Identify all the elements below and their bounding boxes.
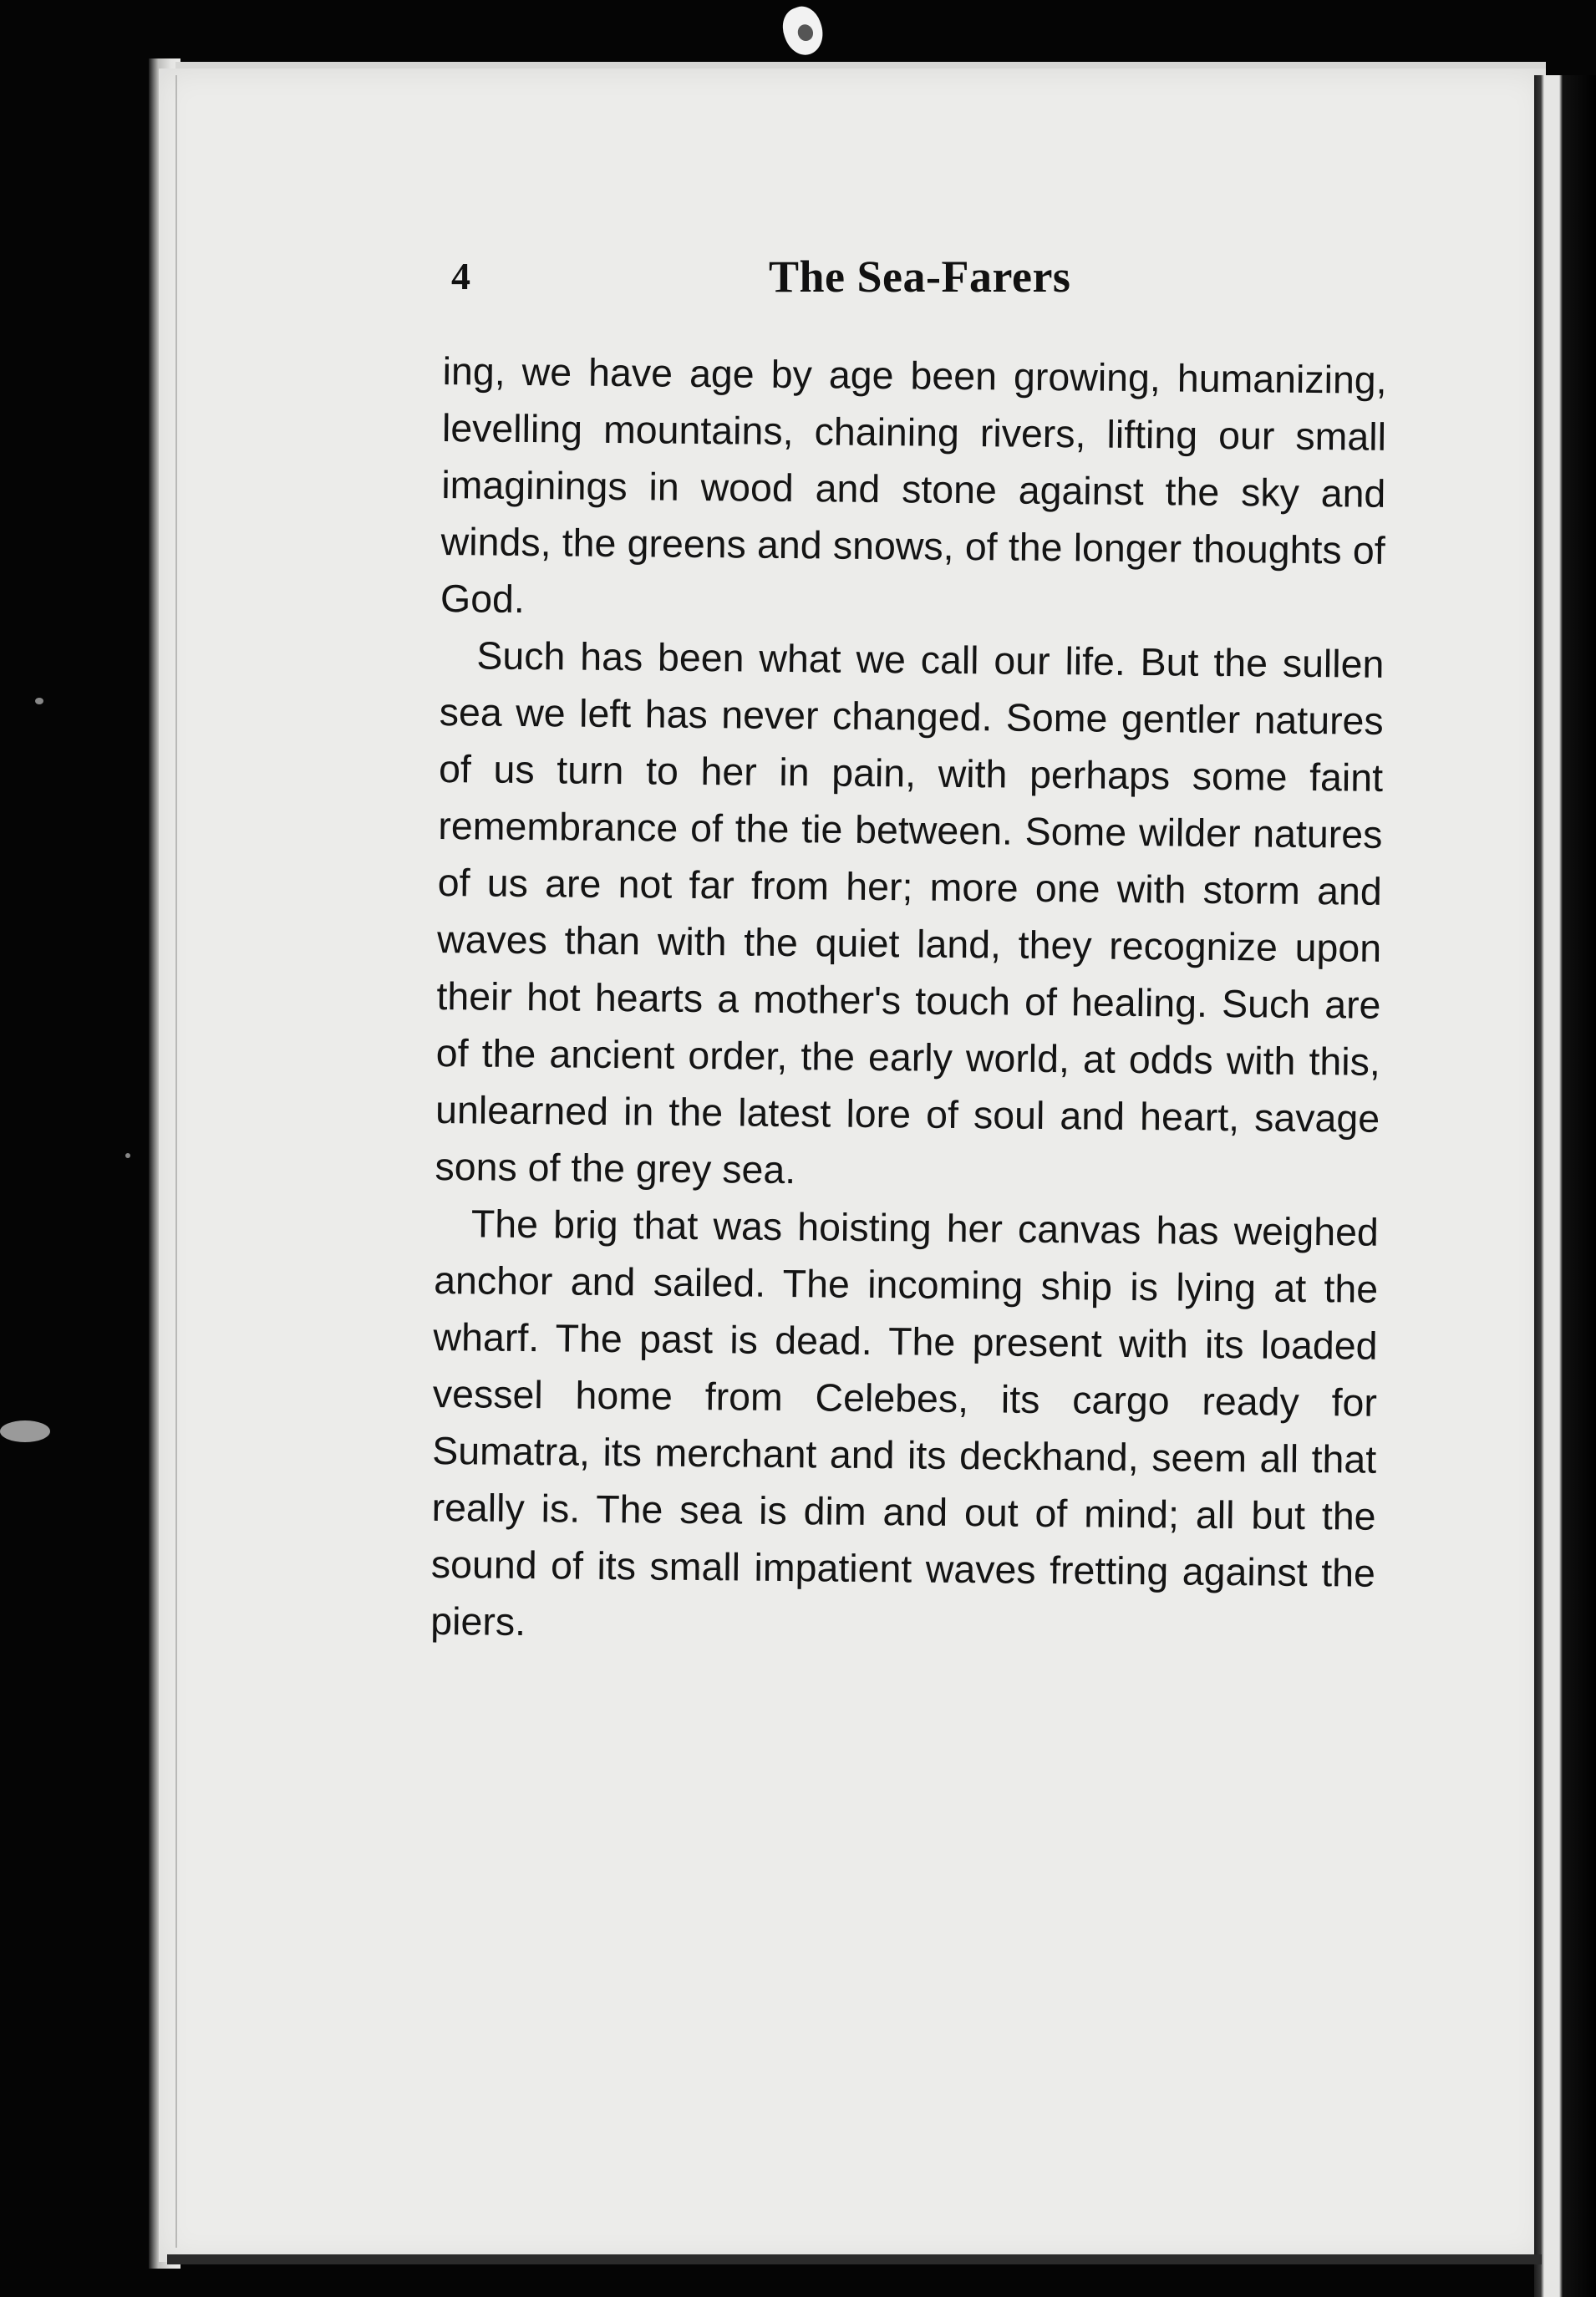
page-bottom-edge bbox=[167, 2254, 1542, 2264]
body-text bbox=[430, 343, 1387, 1659]
running-header bbox=[451, 251, 1387, 309]
paragraph: The brig that was hoisting her canvas has weighed anchor and sailed. The incoming ship is lying at the wharf. The past is dead. The present with its loaded vessel home from Celebes, its cargo ready for Sumatra, its merchant and its deckhand, seem all that really is. The sea is dim and out of mind; all but the sound of its small impatient waves fretting against the piers. bbox=[430, 1202, 1380, 1644]
paragraph: Such has been what we call our life. But the sullen sea we left has never changed. Some gentler natures of us turn to her in pain, with perhaps some faint remembrance of the tie between. Some wilder natures of us are not far from her; more one with storm and waves than with the quiet land, they recognize upon their hot hearts a mother's touch of healing. Such are of the ancient order, the early world, at odds with this, unlearned in the latest lore of soul and heart, savage sons of the grey sea. bbox=[435, 633, 1385, 1192]
page-number: 4 bbox=[451, 255, 470, 297]
ink-blot-mark bbox=[776, 2, 829, 60]
gutter-line bbox=[175, 75, 177, 2248]
page-right-edge bbox=[1534, 75, 1596, 2297]
scan-speck bbox=[35, 698, 43, 704]
scan-speck bbox=[125, 1153, 130, 1158]
running-title: The Sea-Farers bbox=[769, 252, 1071, 302]
paragraph: ing, we have age by age been growing, humanizing, levelling mountains, chaining rivers, lifting our small imaginings in wood and stone against the sky and winds, the greens and snows, of the longer thoughts of God. bbox=[440, 348, 1387, 621]
scan-speck bbox=[0, 1420, 50, 1442]
